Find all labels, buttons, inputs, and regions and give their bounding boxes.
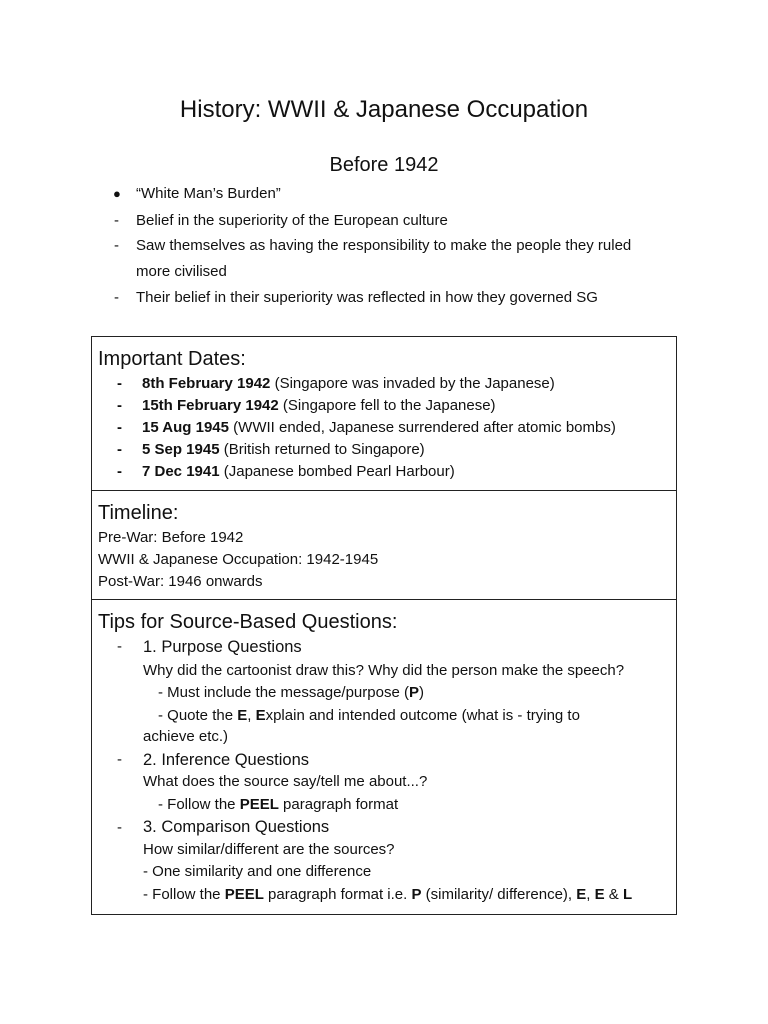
comparison-questions-title: 3. Comparison Questions: [143, 818, 330, 836]
inference-note: - Follow the PEEL paragraph format: [158, 796, 399, 813]
timeline-line: Post-War: 1946 onwards: [98, 573, 263, 590]
dash-marker: -: [117, 397, 122, 414]
section-subtitle: Before 1942: [329, 154, 439, 176]
date-item: 15 Aug 1945 (WWII ended, Japanese surrendered after atomic bombs): [142, 419, 616, 436]
comparison-question: How similar/different are the sources?: [143, 841, 395, 858]
tips-box: [91, 599, 677, 915]
purpose-questions-title: 1. Purpose Questions: [143, 638, 302, 656]
purpose-question: Why did the cartoonist draw this? Why did the person make the speech?: [143, 662, 625, 679]
dash-marker: -: [117, 375, 122, 392]
timeline-heading: Timeline:: [98, 502, 179, 524]
dash-marker: -: [114, 237, 119, 254]
dash-marker: -: [117, 751, 122, 768]
intro-point-2: Saw themselves as having the responsibility to make the people they ruled: [136, 237, 632, 254]
bullet-icon: ●: [113, 186, 121, 201]
inference-questions-title: 2. Inference Questions: [143, 751, 310, 769]
timeline-box: [91, 490, 677, 600]
intro-point-3: Their belief in their superiority was reflected in how they governed SG: [136, 289, 598, 306]
timeline-line: WWII & Japanese Occupation: 1942-1945: [98, 551, 379, 568]
dash-marker: -: [117, 441, 122, 458]
purpose-note-2: - Quote the E, Explain and intended outcome (what is - trying to: [158, 707, 580, 724]
dash-marker: -: [117, 638, 122, 655]
dash-marker: -: [114, 212, 119, 229]
inference-question: What does the source say/tell me about...?: [143, 773, 428, 790]
intro-point-1: Belief in the superiority of the European culture: [136, 212, 448, 229]
comparison-note-1: - One similarity and one difference: [143, 863, 372, 880]
timeline-line: Pre-War: Before 1942: [98, 529, 244, 546]
important-dates-heading: Important Dates:: [98, 348, 246, 370]
dash-marker: -: [117, 819, 122, 836]
dash-marker: -: [117, 419, 122, 436]
date-item: 7 Dec 1941 (Japanese bombed Pearl Harbour): [142, 463, 455, 480]
date-item: 8th February 1942 (Singapore was invaded by the Japanese): [142, 375, 555, 392]
important-dates-box: [91, 336, 677, 491]
comparison-note-2: - Follow the PEEL paragraph format i.e. P (similarity/ difference), E, E & L: [143, 886, 633, 903]
purpose-note-2-cont: achieve etc.): [143, 728, 229, 745]
page-title: History: WWII & Japanese Occupation: [179, 96, 589, 123]
intro-point-2-cont: more civilised: [136, 263, 227, 280]
tips-heading: Tips for Source-Based Questions:: [98, 611, 398, 633]
intro-bullet: “White Man’s Burden”: [136, 185, 281, 202]
purpose-note-1: - Must include the message/purpose (P): [158, 684, 424, 701]
dash-marker: -: [114, 289, 119, 306]
date-item: 5 Sep 1945 (British returned to Singapore): [142, 441, 425, 458]
dash-marker: -: [117, 463, 122, 480]
date-item: 15th February 1942 (Singapore fell to the Japanese): [142, 397, 496, 414]
